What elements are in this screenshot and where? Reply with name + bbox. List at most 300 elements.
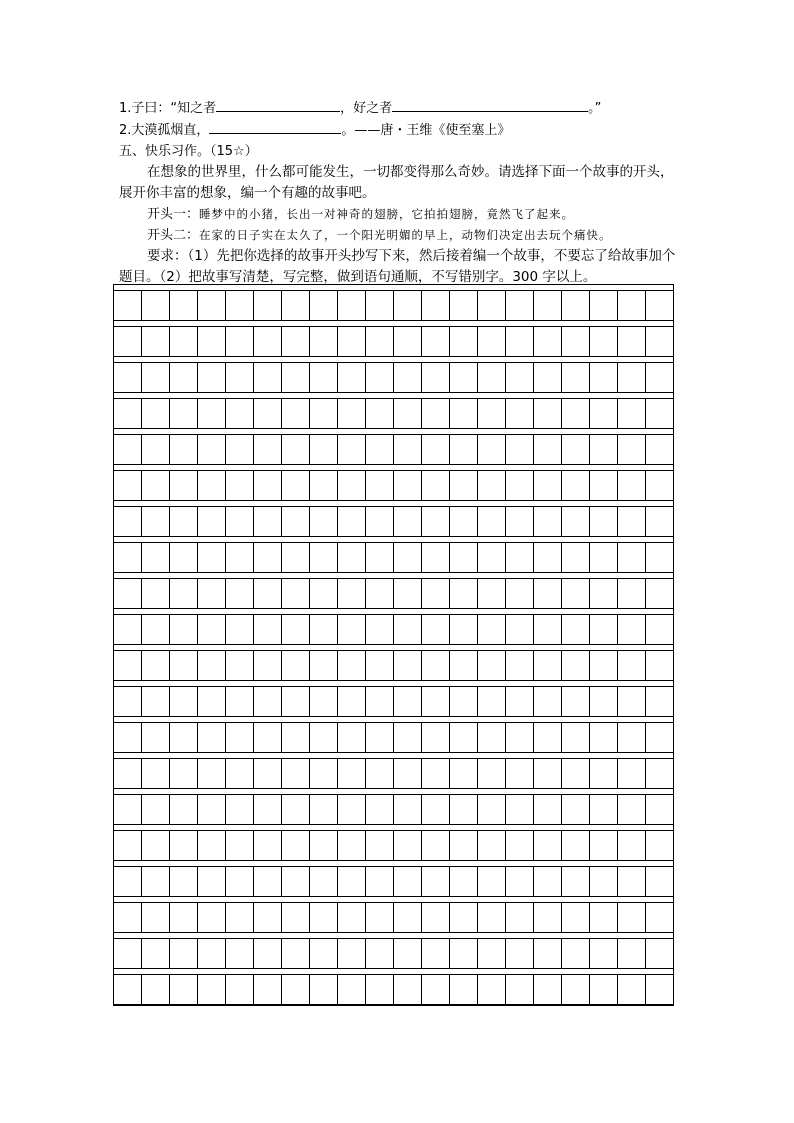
grid-cell[interactable] xyxy=(282,939,310,968)
grid-cell[interactable] xyxy=(114,507,142,536)
grid-cell[interactable] xyxy=(226,615,254,644)
grid-cell[interactable] xyxy=(478,903,506,932)
grid-cell[interactable] xyxy=(450,327,478,356)
grid-cell[interactable] xyxy=(450,615,478,644)
grid-cell[interactable] xyxy=(422,435,450,464)
grid-cell[interactable] xyxy=(226,507,254,536)
grid-cell[interactable] xyxy=(422,651,450,680)
grid-cell[interactable] xyxy=(366,723,394,752)
grid-cell[interactable] xyxy=(338,435,366,464)
grid-cell[interactable] xyxy=(338,759,366,788)
grid-cell[interactable] xyxy=(226,651,254,680)
grid-cell[interactable] xyxy=(170,795,198,824)
grid-cell[interactable] xyxy=(646,579,673,608)
grid-cell[interactable] xyxy=(198,435,226,464)
grid-cell[interactable] xyxy=(198,507,226,536)
grid-cell[interactable] xyxy=(450,471,478,500)
grid-cell[interactable] xyxy=(394,975,422,1004)
grid-cell[interactable] xyxy=(618,291,646,320)
grid-cell[interactable] xyxy=(142,507,170,536)
grid-cell[interactable] xyxy=(562,471,590,500)
grid-cell[interactable] xyxy=(310,831,338,860)
grid-cell[interactable] xyxy=(226,363,254,392)
grid-cell[interactable] xyxy=(114,579,142,608)
grid-cell[interactable] xyxy=(478,507,506,536)
grid-cell[interactable] xyxy=(226,831,254,860)
grid-cell[interactable] xyxy=(450,975,478,1004)
grid-cell[interactable] xyxy=(478,615,506,644)
grid-cell[interactable] xyxy=(142,831,170,860)
grid-cell[interactable] xyxy=(590,471,618,500)
grid-cell[interactable] xyxy=(338,687,366,716)
grid-cell[interactable] xyxy=(338,615,366,644)
grid-cell[interactable] xyxy=(254,687,282,716)
grid-cell[interactable] xyxy=(226,903,254,932)
grid-cell[interactable] xyxy=(282,795,310,824)
grid-cell[interactable] xyxy=(142,867,170,896)
grid-cell[interactable] xyxy=(114,975,142,1004)
grid-cell[interactable] xyxy=(366,975,394,1004)
grid-cell[interactable] xyxy=(646,363,673,392)
grid-cell[interactable] xyxy=(562,507,590,536)
answer-blank-2[interactable] xyxy=(392,97,588,112)
grid-cell[interactable] xyxy=(618,363,646,392)
grid-cell[interactable] xyxy=(310,435,338,464)
grid-cell[interactable] xyxy=(478,363,506,392)
grid-cell[interactable] xyxy=(422,831,450,860)
grid-cell[interactable] xyxy=(394,723,422,752)
grid-cell[interactable] xyxy=(618,867,646,896)
grid-cell[interactable] xyxy=(310,723,338,752)
grid-cell[interactable] xyxy=(142,939,170,968)
grid-cell[interactable] xyxy=(282,651,310,680)
grid-cell[interactable] xyxy=(170,651,198,680)
grid-cell[interactable] xyxy=(394,831,422,860)
grid-cell[interactable] xyxy=(310,687,338,716)
grid-cell[interactable] xyxy=(198,651,226,680)
grid-cell[interactable] xyxy=(338,471,366,500)
grid-cell[interactable] xyxy=(478,579,506,608)
grid-cell[interactable] xyxy=(422,903,450,932)
grid-cell[interactable] xyxy=(646,903,673,932)
grid-cell[interactable] xyxy=(198,867,226,896)
grid-cell[interactable] xyxy=(506,939,534,968)
composition-grid[interactable] xyxy=(113,284,674,1006)
grid-cell[interactable] xyxy=(310,543,338,572)
grid-cell[interactable] xyxy=(170,327,198,356)
grid-cell[interactable] xyxy=(170,687,198,716)
grid-cell[interactable] xyxy=(450,435,478,464)
grid-cell[interactable] xyxy=(646,831,673,860)
grid-cell[interactable] xyxy=(114,831,142,860)
grid-cell[interactable] xyxy=(114,615,142,644)
grid-cell[interactable] xyxy=(254,903,282,932)
grid-cell[interactable] xyxy=(646,543,673,572)
grid-cell[interactable] xyxy=(394,651,422,680)
grid-cell[interactable] xyxy=(422,795,450,824)
grid-cell[interactable] xyxy=(254,363,282,392)
grid-cell[interactable] xyxy=(562,831,590,860)
grid-cell[interactable] xyxy=(254,435,282,464)
grid-cell[interactable] xyxy=(114,543,142,572)
grid-cell[interactable] xyxy=(534,291,562,320)
grid-cell[interactable] xyxy=(366,291,394,320)
grid-cell[interactable] xyxy=(198,975,226,1004)
grid-cell[interactable] xyxy=(394,543,422,572)
grid-cell[interactable] xyxy=(422,759,450,788)
grid-cell[interactable] xyxy=(450,507,478,536)
grid-cell[interactable] xyxy=(422,291,450,320)
grid-cell[interactable] xyxy=(506,327,534,356)
grid-cell[interactable] xyxy=(618,327,646,356)
grid-cell[interactable] xyxy=(170,435,198,464)
grid-cell[interactable] xyxy=(226,543,254,572)
grid-cell[interactable] xyxy=(450,543,478,572)
grid-cell[interactable] xyxy=(114,687,142,716)
grid-cell[interactable] xyxy=(366,903,394,932)
grid-cell[interactable] xyxy=(366,939,394,968)
grid-cell[interactable] xyxy=(646,975,673,1004)
grid-cell[interactable] xyxy=(534,651,562,680)
grid-cell[interactable] xyxy=(366,363,394,392)
grid-cell[interactable] xyxy=(338,723,366,752)
grid-cell[interactable] xyxy=(534,723,562,752)
grid-cell[interactable] xyxy=(422,363,450,392)
grid-cell[interactable] xyxy=(534,975,562,1004)
grid-cell[interactable] xyxy=(114,795,142,824)
grid-cell[interactable] xyxy=(506,291,534,320)
grid-cell[interactable] xyxy=(506,831,534,860)
grid-cell[interactable] xyxy=(142,795,170,824)
grid-cell[interactable] xyxy=(590,795,618,824)
grid-cell[interactable] xyxy=(618,579,646,608)
grid-cell[interactable] xyxy=(282,327,310,356)
grid-cell[interactable] xyxy=(478,867,506,896)
grid-cell[interactable] xyxy=(562,543,590,572)
grid-cell[interactable] xyxy=(310,579,338,608)
grid-cell[interactable] xyxy=(506,543,534,572)
grid-cell[interactable] xyxy=(646,507,673,536)
grid-cell[interactable] xyxy=(310,291,338,320)
grid-cell[interactable] xyxy=(590,831,618,860)
grid-cell[interactable] xyxy=(254,543,282,572)
grid-cell[interactable] xyxy=(534,759,562,788)
grid-cell[interactable] xyxy=(450,795,478,824)
grid-cell[interactable] xyxy=(422,507,450,536)
grid-cell[interactable] xyxy=(366,795,394,824)
grid-cell[interactable] xyxy=(366,651,394,680)
grid-cell[interactable] xyxy=(282,615,310,644)
grid-cell[interactable] xyxy=(534,471,562,500)
grid-cell[interactable] xyxy=(170,471,198,500)
grid-cell[interactable] xyxy=(366,759,394,788)
grid-cell[interactable] xyxy=(394,687,422,716)
grid-cell[interactable] xyxy=(254,867,282,896)
grid-cell[interactable] xyxy=(646,615,673,644)
grid-cell[interactable] xyxy=(338,579,366,608)
grid-cell[interactable] xyxy=(478,723,506,752)
grid-cell[interactable] xyxy=(506,399,534,428)
grid-cell[interactable] xyxy=(478,795,506,824)
grid-cell[interactable] xyxy=(590,435,618,464)
grid-cell[interactable] xyxy=(282,867,310,896)
grid-cell[interactable] xyxy=(506,975,534,1004)
grid-cell[interactable] xyxy=(534,507,562,536)
grid-cell[interactable] xyxy=(506,723,534,752)
grid-cell[interactable] xyxy=(142,903,170,932)
grid-cell[interactable] xyxy=(506,903,534,932)
grid-cell[interactable] xyxy=(254,291,282,320)
grid-cell[interactable] xyxy=(618,615,646,644)
grid-cell[interactable] xyxy=(142,471,170,500)
grid-cell[interactable] xyxy=(338,867,366,896)
grid-cell[interactable] xyxy=(198,399,226,428)
grid-cell[interactable] xyxy=(114,399,142,428)
grid-cell[interactable] xyxy=(338,291,366,320)
grid-cell[interactable] xyxy=(198,723,226,752)
grid-cell[interactable] xyxy=(506,687,534,716)
grid-cell[interactable] xyxy=(506,867,534,896)
grid-cell[interactable] xyxy=(562,795,590,824)
grid-cell[interactable] xyxy=(226,759,254,788)
grid-cell[interactable] xyxy=(254,471,282,500)
grid-cell[interactable] xyxy=(170,399,198,428)
grid-cell[interactable] xyxy=(366,687,394,716)
grid-cell[interactable] xyxy=(590,363,618,392)
grid-cell[interactable] xyxy=(142,435,170,464)
grid-cell[interactable] xyxy=(590,399,618,428)
grid-cell[interactable] xyxy=(310,939,338,968)
grid-cell[interactable] xyxy=(646,651,673,680)
grid-cell[interactable] xyxy=(282,687,310,716)
grid-cell[interactable] xyxy=(450,903,478,932)
grid-cell[interactable] xyxy=(562,975,590,1004)
grid-cell[interactable] xyxy=(618,687,646,716)
grid-cell[interactable] xyxy=(198,615,226,644)
grid-cell[interactable] xyxy=(254,399,282,428)
grid-cell[interactable] xyxy=(282,291,310,320)
grid-cell[interactable] xyxy=(226,687,254,716)
grid-cell[interactable] xyxy=(506,579,534,608)
grid-cell[interactable] xyxy=(338,795,366,824)
grid-cell[interactable] xyxy=(618,651,646,680)
grid-cell[interactable] xyxy=(366,435,394,464)
grid-cell[interactable] xyxy=(478,939,506,968)
grid-cell[interactable] xyxy=(142,327,170,356)
grid-cell[interactable] xyxy=(562,867,590,896)
grid-cell[interactable] xyxy=(142,363,170,392)
grid-cell[interactable] xyxy=(618,471,646,500)
grid-cell[interactable] xyxy=(366,327,394,356)
grid-cell[interactable] xyxy=(422,723,450,752)
grid-cell[interactable] xyxy=(422,615,450,644)
grid-cell[interactable] xyxy=(506,795,534,824)
grid-cell[interactable] xyxy=(310,867,338,896)
grid-cell[interactable] xyxy=(254,975,282,1004)
grid-cell[interactable] xyxy=(282,579,310,608)
grid-cell[interactable] xyxy=(198,471,226,500)
grid-cell[interactable] xyxy=(394,327,422,356)
grid-cell[interactable] xyxy=(646,291,673,320)
grid-cell[interactable] xyxy=(170,831,198,860)
grid-cell[interactable] xyxy=(534,399,562,428)
grid-cell[interactable] xyxy=(198,363,226,392)
grid-cell[interactable] xyxy=(142,399,170,428)
grid-cell[interactable] xyxy=(366,579,394,608)
grid-cell[interactable] xyxy=(646,939,673,968)
grid-cell[interactable] xyxy=(170,363,198,392)
grid-cell[interactable] xyxy=(506,651,534,680)
answer-blank-3[interactable] xyxy=(209,119,341,134)
grid-cell[interactable] xyxy=(338,543,366,572)
grid-cell[interactable] xyxy=(422,543,450,572)
grid-cell[interactable] xyxy=(534,435,562,464)
grid-cell[interactable] xyxy=(170,903,198,932)
grid-cell[interactable] xyxy=(478,291,506,320)
grid-cell[interactable] xyxy=(534,579,562,608)
grid-cell[interactable] xyxy=(282,399,310,428)
grid-cell[interactable] xyxy=(142,759,170,788)
grid-cell[interactable] xyxy=(562,903,590,932)
grid-cell[interactable] xyxy=(394,615,422,644)
grid-cell[interactable] xyxy=(142,615,170,644)
grid-cell[interactable] xyxy=(310,759,338,788)
grid-cell[interactable] xyxy=(254,651,282,680)
grid-cell[interactable] xyxy=(282,435,310,464)
grid-cell[interactable] xyxy=(142,543,170,572)
grid-cell[interactable] xyxy=(478,687,506,716)
grid-cell[interactable] xyxy=(562,615,590,644)
grid-cell[interactable] xyxy=(226,939,254,968)
grid-cell[interactable] xyxy=(254,327,282,356)
grid-cell[interactable] xyxy=(114,759,142,788)
grid-cell[interactable] xyxy=(422,687,450,716)
grid-cell[interactable] xyxy=(422,579,450,608)
answer-blank-1[interactable] xyxy=(216,97,340,112)
grid-cell[interactable] xyxy=(226,975,254,1004)
grid-cell[interactable] xyxy=(590,651,618,680)
grid-cell[interactable] xyxy=(170,543,198,572)
grid-cell[interactable] xyxy=(646,471,673,500)
grid-cell[interactable] xyxy=(618,759,646,788)
grid-cell[interactable] xyxy=(534,903,562,932)
grid-cell[interactable] xyxy=(450,399,478,428)
grid-cell[interactable] xyxy=(198,579,226,608)
grid-cell[interactable] xyxy=(114,363,142,392)
grid-cell[interactable] xyxy=(310,903,338,932)
grid-cell[interactable] xyxy=(478,831,506,860)
grid-cell[interactable] xyxy=(198,327,226,356)
grid-cell[interactable] xyxy=(282,975,310,1004)
grid-cell[interactable] xyxy=(366,867,394,896)
grid-cell[interactable] xyxy=(394,903,422,932)
grid-cell[interactable] xyxy=(394,399,422,428)
grid-cell[interactable] xyxy=(618,507,646,536)
grid-cell[interactable] xyxy=(562,435,590,464)
grid-cell[interactable] xyxy=(506,435,534,464)
grid-cell[interactable] xyxy=(534,543,562,572)
grid-cell[interactable] xyxy=(338,327,366,356)
grid-cell[interactable] xyxy=(170,579,198,608)
grid-cell[interactable] xyxy=(562,939,590,968)
grid-cell[interactable] xyxy=(366,471,394,500)
grid-cell[interactable] xyxy=(646,435,673,464)
grid-cell[interactable] xyxy=(338,903,366,932)
grid-cell[interactable] xyxy=(170,507,198,536)
grid-cell[interactable] xyxy=(254,507,282,536)
grid-cell[interactable] xyxy=(618,723,646,752)
grid-cell[interactable] xyxy=(226,867,254,896)
grid-cell[interactable] xyxy=(562,651,590,680)
grid-cell[interactable] xyxy=(534,939,562,968)
grid-cell[interactable] xyxy=(534,831,562,860)
grid-cell[interactable] xyxy=(114,651,142,680)
grid-cell[interactable] xyxy=(590,759,618,788)
grid-cell[interactable] xyxy=(590,291,618,320)
grid-cell[interactable] xyxy=(562,399,590,428)
grid-cell[interactable] xyxy=(254,939,282,968)
grid-cell[interactable] xyxy=(310,795,338,824)
grid-cell[interactable] xyxy=(478,759,506,788)
grid-cell[interactable] xyxy=(114,471,142,500)
grid-cell[interactable] xyxy=(394,471,422,500)
grid-cell[interactable] xyxy=(170,291,198,320)
grid-cell[interactable] xyxy=(142,723,170,752)
grid-cell[interactable] xyxy=(114,723,142,752)
grid-cell[interactable] xyxy=(282,723,310,752)
grid-cell[interactable] xyxy=(198,831,226,860)
grid-cell[interactable] xyxy=(366,831,394,860)
grid-cell[interactable] xyxy=(534,363,562,392)
grid-cell[interactable] xyxy=(170,975,198,1004)
grid-cell[interactable] xyxy=(562,687,590,716)
grid-cell[interactable] xyxy=(646,723,673,752)
grid-cell[interactable] xyxy=(646,399,673,428)
grid-cell[interactable] xyxy=(310,615,338,644)
grid-cell[interactable] xyxy=(534,327,562,356)
grid-cell[interactable] xyxy=(646,687,673,716)
grid-cell[interactable] xyxy=(142,291,170,320)
grid-cell[interactable] xyxy=(394,867,422,896)
grid-cell[interactable] xyxy=(142,579,170,608)
grid-cell[interactable] xyxy=(366,543,394,572)
grid-cell[interactable] xyxy=(590,975,618,1004)
grid-cell[interactable] xyxy=(506,471,534,500)
grid-cell[interactable] xyxy=(282,759,310,788)
grid-cell[interactable] xyxy=(422,867,450,896)
grid-cell[interactable] xyxy=(590,723,618,752)
grid-cell[interactable] xyxy=(618,795,646,824)
grid-cell[interactable] xyxy=(478,435,506,464)
grid-cell[interactable] xyxy=(366,615,394,644)
grid-cell[interactable] xyxy=(618,399,646,428)
grid-cell[interactable] xyxy=(198,543,226,572)
grid-cell[interactable] xyxy=(310,651,338,680)
grid-cell[interactable] xyxy=(562,579,590,608)
grid-cell[interactable] xyxy=(618,903,646,932)
grid-cell[interactable] xyxy=(114,435,142,464)
grid-cell[interactable] xyxy=(590,867,618,896)
grid-cell[interactable] xyxy=(646,867,673,896)
grid-cell[interactable] xyxy=(170,867,198,896)
grid-cell[interactable] xyxy=(282,507,310,536)
grid-cell[interactable] xyxy=(450,363,478,392)
grid-cell[interactable] xyxy=(142,975,170,1004)
grid-cell[interactable] xyxy=(562,363,590,392)
grid-cell[interactable] xyxy=(226,795,254,824)
grid-cell[interactable] xyxy=(226,579,254,608)
grid-cell[interactable] xyxy=(338,975,366,1004)
